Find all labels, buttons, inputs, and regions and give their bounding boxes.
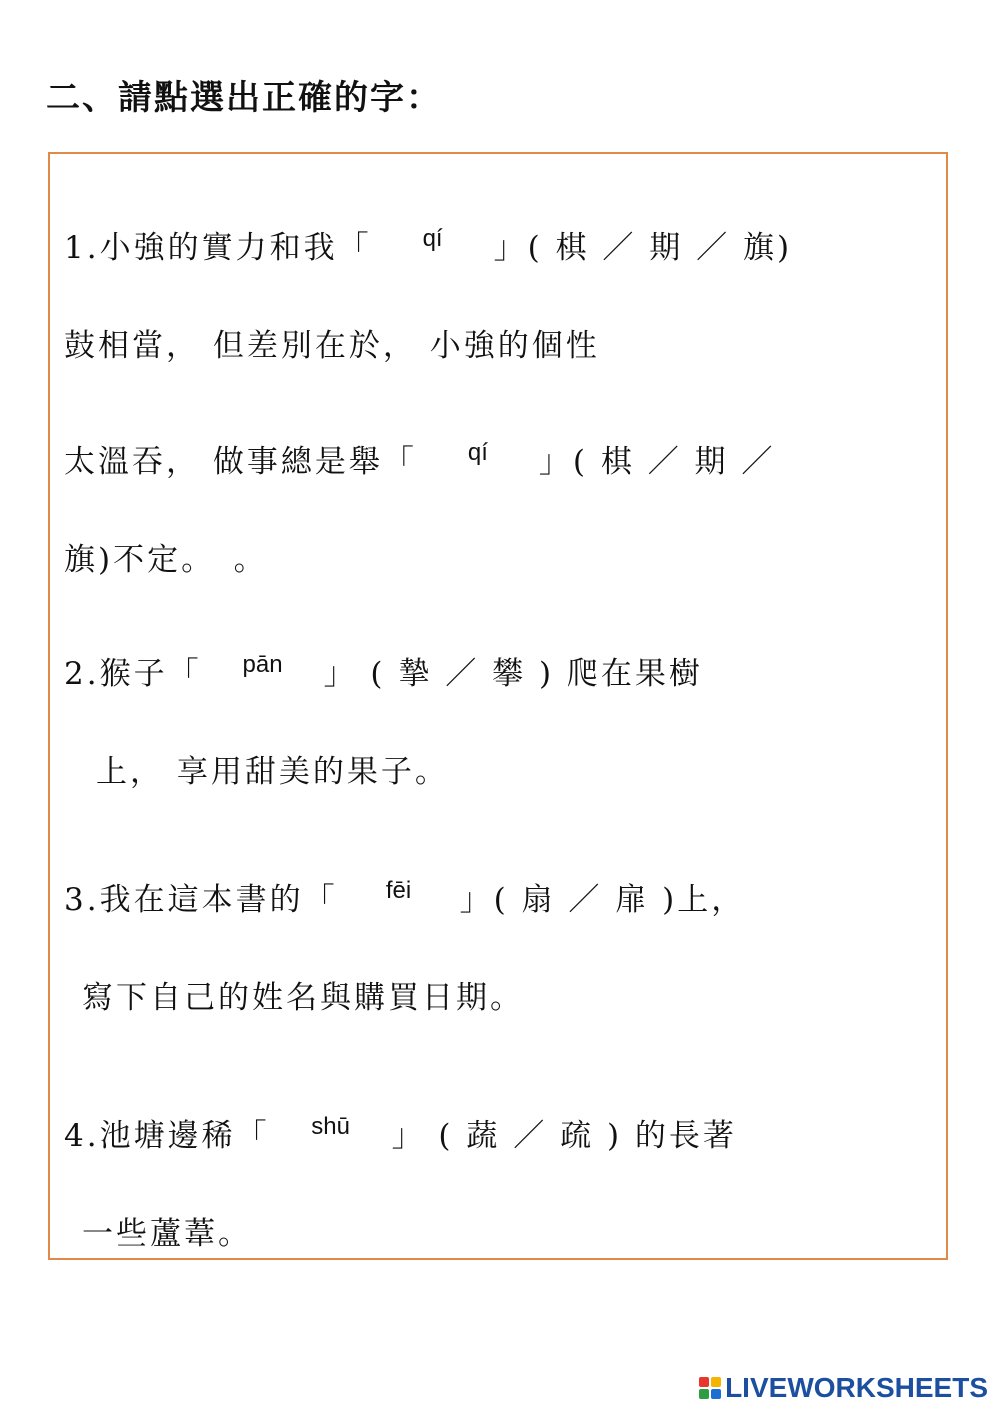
liveworksheets-logo xyxy=(699,1372,988,1404)
option-1a-2[interactable]: 期 xyxy=(649,230,684,266)
option-separator: ／ xyxy=(696,230,731,266)
logo-square-4 xyxy=(711,1389,721,1399)
logo-square-1 xyxy=(699,1377,709,1387)
logo-brand-text: LIVEWORKSHEETS xyxy=(725,1372,988,1403)
question-4-line-2: 一些蘆葦。 xyxy=(82,1216,252,1252)
option-1a-1[interactable]: 棋 xyxy=(555,230,590,266)
answer-blank-4[interactable]: shū xyxy=(311,1113,350,1140)
question-prefix: 1.小強的實力和我「 xyxy=(64,230,372,266)
option-separator: ／ xyxy=(647,444,682,480)
question-4-line-1 xyxy=(64,1110,737,1155)
question-3-line-1 xyxy=(64,874,745,919)
option-separator: ／ xyxy=(445,656,480,692)
answer-blank-3[interactable]: fēi xyxy=(385,877,412,904)
option-1b-1[interactable]: 棋 xyxy=(600,444,635,480)
option-separator: ／ xyxy=(741,444,776,480)
question-1-line-1 xyxy=(64,222,792,267)
option-separator: ／ xyxy=(513,1118,548,1154)
questions-frame xyxy=(48,152,948,1260)
question-1-line-3 xyxy=(64,436,775,481)
option-2-1[interactable]: 摯 xyxy=(398,656,433,692)
question-suffix: )上， xyxy=(662,882,746,918)
question-suffix: ) 爬在果樹 xyxy=(538,656,703,692)
bracket-close: 」( xyxy=(538,444,588,480)
question-prefix: 3.我在這本書的「 xyxy=(64,882,338,918)
question-1-line-2: 鼓相當， 但差別在於， 小強的個性 xyxy=(64,328,600,364)
bracket-close: 」 ( xyxy=(323,656,386,692)
question-prefix: 太溫吞， 做事總是舉「 xyxy=(64,444,417,480)
question-1-line-4: 旗)不定。 。 xyxy=(64,542,268,578)
option-4-2[interactable]: 疏 xyxy=(560,1118,595,1154)
option-3-1[interactable]: 扇 xyxy=(521,882,556,918)
option-1a-3[interactable]: 旗) xyxy=(742,230,793,266)
option-4-1[interactable]: 蔬 xyxy=(466,1118,501,1154)
question-prefix: 2.猴子「 xyxy=(64,656,202,692)
logo-square-2 xyxy=(711,1377,721,1387)
option-separator: ／ xyxy=(602,230,637,266)
question-2-line-1 xyxy=(64,648,703,693)
worksheet-heading: 二、請點選出正確的字： xyxy=(46,78,442,118)
option-1b-2[interactable]: 期 xyxy=(694,444,729,480)
question-prefix: 4.池塘邊稀「 xyxy=(64,1118,270,1154)
answer-blank-1b[interactable]: qí xyxy=(467,439,488,466)
question-suffix: ) 的長著 xyxy=(606,1118,737,1154)
bracket-close: 」( xyxy=(493,230,543,266)
question-2-line-2: 上， 享用甜美的果子。 xyxy=(96,754,449,790)
question-3-line-2: 寫下自己的姓名與購買日期。 xyxy=(82,980,524,1016)
option-2-2[interactable]: 攀 xyxy=(492,656,527,692)
option-separator: ／ xyxy=(568,882,603,918)
answer-blank-1a[interactable]: qí xyxy=(422,225,443,252)
liveworksheets-logo-icon xyxy=(699,1377,721,1399)
bracket-close: 」( xyxy=(459,882,509,918)
option-3-2[interactable]: 扉 xyxy=(615,882,650,918)
answer-blank-2[interactable]: pān xyxy=(242,651,283,678)
logo-square-3 xyxy=(699,1389,709,1399)
bracket-close: 」 ( xyxy=(391,1118,454,1154)
